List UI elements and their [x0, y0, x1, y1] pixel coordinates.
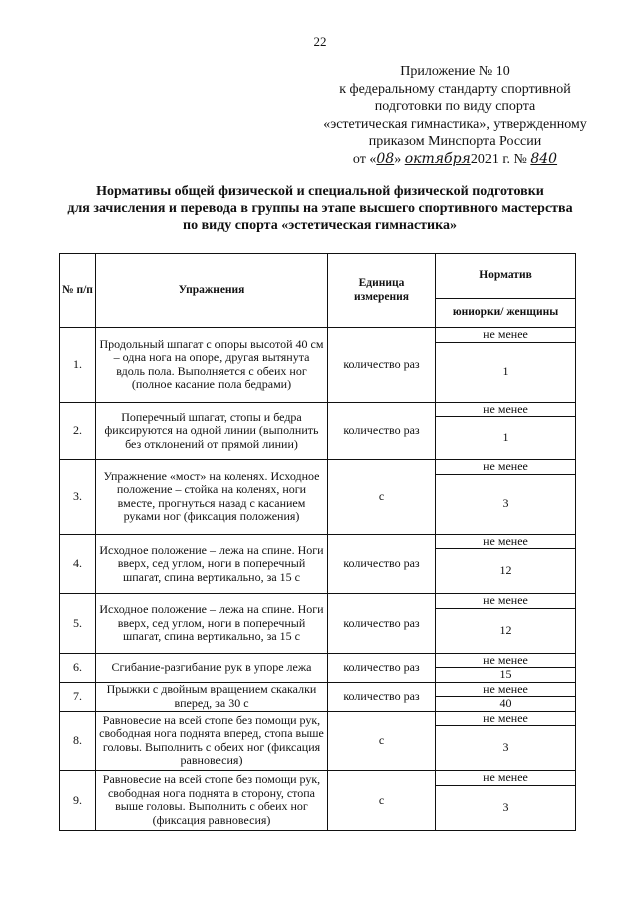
row-exercise: Поперечный шпагат, стопы и бедра фиксируются на одной линии (выполнить без отклонений от прямой линии) [96, 402, 328, 460]
appendix-header [290, 63, 620, 168]
row-condition: не менее [436, 771, 576, 786]
appendix-line-3: подготовки по виду спорта [374, 99, 536, 114]
row-value: 3 [436, 785, 576, 830]
row-num: 8. [60, 711, 96, 771]
order-date-line [290, 151, 620, 169]
header-exercise: Упражнения [96, 254, 328, 328]
row-value: 40 [436, 697, 576, 712]
appendix-line-2: к федеральному стандарту спортивной [339, 81, 571, 97]
row-num: 3. [60, 460, 96, 535]
row-num: 5. [60, 594, 96, 654]
row-condition: не менее [436, 460, 576, 475]
row-unit: количество раз [328, 653, 436, 682]
row-condition: не менее [436, 402, 576, 417]
row-condition: не менее [436, 534, 576, 549]
norms-table [59, 253, 576, 831]
row-unit: количество раз [328, 594, 436, 654]
row-value: 1 [436, 417, 576, 460]
row-condition: не менее [436, 711, 576, 726]
title-line-3: по виду спорта «эстетическая гимнастика» [183, 218, 457, 233]
title-line-1: Нормативы общей физической и специальной физической подготовки [96, 184, 544, 199]
year-text: 2021 г. № [470, 151, 527, 167]
row-num: 1. [60, 328, 96, 403]
row-value: 15 [436, 668, 576, 683]
row-num: 6. [60, 653, 96, 682]
row-num: 7. [60, 682, 96, 711]
row-num: 9. [60, 771, 96, 831]
row-exercise: Равновесие на всей стопе без помощи рук, свободная нога поднята вперед, стопа выше головы. Выполнить с обеих ног (фиксация равновесия) [96, 711, 328, 771]
row-unit: с [328, 771, 436, 831]
title-line-2: для зачисления и перевода в группы на этапе высшего спортивного мастерства [67, 201, 573, 216]
row-condition: не менее [436, 328, 576, 343]
row-unit: количество раз [328, 328, 436, 403]
row-unit: с [328, 711, 436, 771]
row-num: 4. [60, 534, 96, 594]
row-exercise: Продольный шпагат с опоры высотой 40 см – одна нога на опоре, другая вытянута вдоль пола. Выполняется с обеих ног (полное касание пола бедрами) [96, 328, 328, 403]
row-condition: не менее [436, 682, 576, 697]
row-exercise: Упражнение «мост» на коленях. Исходное положение – стойка на коленях, ноги вместе, прогнуться назад с касанием руками ног (фиксация положения) [96, 460, 328, 535]
row-unit: с [328, 460, 436, 535]
row-value: 1 [436, 342, 576, 402]
date-mid: » [394, 151, 402, 167]
header-norm: Норматив [436, 254, 576, 299]
handwritten-month: октября [404, 150, 471, 167]
row-value: 12 [436, 608, 576, 653]
date-prefix: от « [352, 151, 377, 167]
appendix-line-1: Приложение № 10 [400, 64, 510, 79]
row-value: 12 [436, 549, 576, 594]
row-unit: количество раз [328, 682, 436, 711]
row-condition: не менее [436, 653, 576, 668]
row-unit: количество раз [328, 534, 436, 594]
row-exercise: Сгибание-разгибание рук в упоре лежа [96, 653, 328, 682]
header-subgroup: юниорки/ женщины [436, 299, 576, 328]
appendix-line-4: «эстетическая гимнастика», утвержденному [323, 116, 587, 132]
handwritten-order-number: 840 [530, 150, 558, 167]
appendix-line-5: приказом Минспорта России [368, 134, 542, 149]
page-number: 22 [313, 34, 327, 49]
row-value: 3 [436, 726, 576, 771]
row-num: 2. [60, 402, 96, 460]
header-num: № п/п [60, 254, 96, 328]
row-exercise: Исходное положение – лежа на спине. Ноги вверх, сед углом, ноги в поперечный шпагат, спина вертикально, за 15 с [96, 594, 328, 654]
row-exercise: Прыжки с двойным вращением скакалки вперед, за 30 с [96, 682, 328, 711]
header-unit: Единица измерения [328, 254, 436, 328]
document-title [40, 183, 600, 234]
row-unit: количество раз [328, 402, 436, 460]
row-exercise: Равновесие на всей стопе без помощи рук, свободная нога поднята в сторону, стопа выше головы. Выполнить с обеих ног (фиксация равновесия) [96, 771, 328, 831]
row-exercise: Исходное положение – лежа на спине. Ноги вверх, сед углом, ноги в поперечный шпагат, спина вертикально, за 15 с [96, 534, 328, 594]
row-value: 3 [436, 474, 576, 534]
handwritten-day: 08 [376, 150, 395, 167]
row-condition: не менее [436, 594, 576, 609]
